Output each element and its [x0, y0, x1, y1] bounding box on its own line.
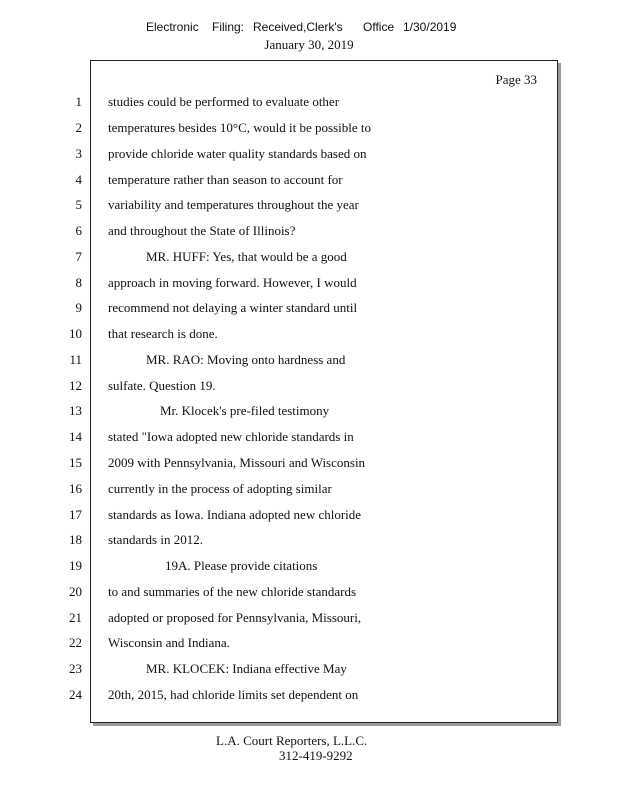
- line-number: 2: [75, 120, 82, 135]
- transcript-line: sulfate. Question 19.: [108, 378, 216, 393]
- line-number: 13: [69, 403, 82, 418]
- line-number: 4: [75, 172, 82, 187]
- document-date: January 30, 2019: [264, 37, 354, 52]
- transcript-line: stated "Iowa adopted new chloride standards in: [108, 429, 354, 444]
- court-reporter-company: L.A. Court Reporters, L.L.C.: [216, 733, 368, 748]
- court-reporter-phone: 312-419-9292: [279, 748, 353, 763]
- line-number: 1: [75, 94, 82, 109]
- line-number: 18: [69, 532, 82, 547]
- page-number: Page 33: [495, 72, 537, 87]
- line-number: 21: [69, 610, 82, 625]
- transcript-line: 19A. Please provide citations: [165, 558, 318, 573]
- transcript-line: temperatures besides 10°C, would it be possible to: [108, 120, 371, 135]
- line-number: 24: [69, 687, 82, 702]
- transcript-line: that research is done.: [108, 326, 218, 341]
- transcript-line: standards in 2012.: [108, 532, 203, 547]
- transcript-line: MR. RAO: Moving onto hardness and: [146, 352, 346, 367]
- line-number: 7: [75, 249, 82, 264]
- transcript-line: provide chloride water quality standards based on: [108, 146, 367, 161]
- line-number: 22: [69, 635, 82, 650]
- stamp-received-text: Received,Clerk's: [253, 20, 343, 34]
- line-number: 8: [75, 275, 82, 290]
- line-number: 17: [69, 507, 82, 522]
- transcript-line: adopted or proposed for Pennsylvania, Missouri,: [108, 610, 362, 625]
- transcript-line: 2009 with Pennsylvania, Missouri and Wisconsin: [108, 455, 366, 470]
- line-number: 15: [69, 455, 82, 470]
- transcript-line: recommend not delaying a winter standard until: [108, 300, 358, 315]
- transcript-line: studies could be performed to evaluate other: [108, 94, 340, 109]
- line-number: 11: [69, 352, 82, 367]
- transcript-line: and throughout the State of Illinois?: [108, 223, 296, 238]
- line-number: 23: [69, 661, 82, 676]
- stamp-electronic-text: Electronic: [146, 20, 199, 34]
- transcript-line: MR. HUFF: Yes, that would be a good: [146, 249, 347, 264]
- transcript-line: 20th, 2015, had chloride limits set dependent on: [108, 687, 359, 702]
- stamp-date-text: 1/30/2019: [403, 20, 457, 34]
- transcript-line: Wisconsin and Indiana.: [108, 635, 230, 650]
- stamp-filing-text: Filing:: [212, 20, 245, 34]
- line-number: 10: [69, 326, 82, 341]
- line-number: 20: [69, 584, 82, 599]
- transcript-line: MR. KLOCEK: Indiana effective May: [146, 661, 347, 676]
- transcript-line: Mr. Klocek's pre-filed testimony: [160, 403, 330, 418]
- line-number: 9: [75, 300, 82, 315]
- transcript-line: temperature rather than season to account for: [108, 172, 343, 187]
- stamp-office-text: Office: [363, 20, 395, 34]
- transcript-line: to and summaries of the new chloride standards: [108, 584, 357, 599]
- line-number: 6: [75, 223, 82, 238]
- transcript-line: approach in moving forward. However, I would: [108, 275, 357, 290]
- transcript-line: variability and temperatures throughout the year: [108, 197, 359, 212]
- line-number: 5: [75, 197, 82, 212]
- line-number: 19: [69, 558, 82, 573]
- line-number: 3: [75, 146, 82, 161]
- transcript-line: standards as Iowa. Indiana adopted new chloride: [108, 507, 362, 522]
- electronic-filing-stamp: [0, 20, 618, 36]
- line-number: 14: [69, 429, 82, 444]
- transcript-line: currently in the process of adopting similar: [108, 481, 332, 496]
- line-number: 12: [69, 378, 82, 393]
- line-number: 16: [69, 481, 82, 496]
